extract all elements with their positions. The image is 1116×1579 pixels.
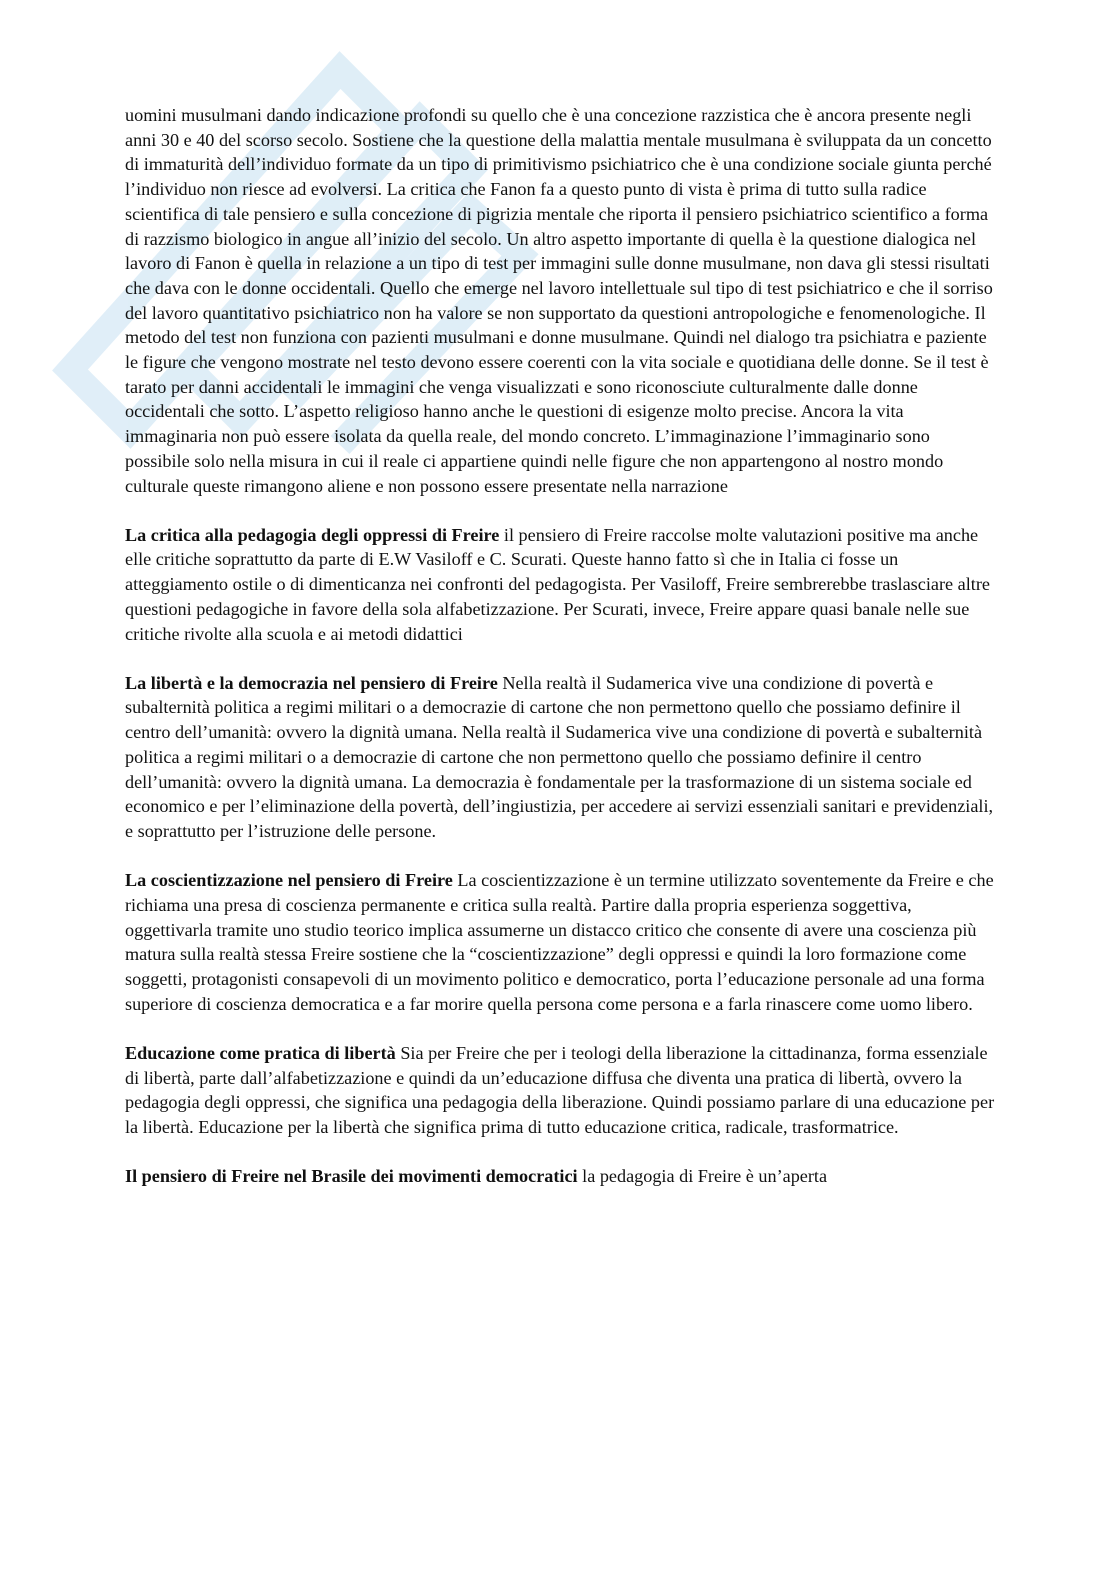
paragraph-educazione-liberta — [125, 1041, 995, 1140]
paragraph-heading: Il pensiero di Freire nel Brasile dei movimenti democratici — [125, 1166, 578, 1187]
paragraph-fanon-test — [125, 103, 995, 498]
paragraph-body: Sia per Freire che per i teologi della liberazione la cittadinanza, forma essenziale di libertà, parte dall’alfabetizzazione e quindi da un’educazione diffusa che diventa una pratica di libertà, ovvero la pedagogia degli oppressi, che significa una pedagogia della liberazione. Quindi possiamo parlare di una educazione per la libertà. Educazione per la libertà che significa prima di tutto educazione critica, radicale, trasformatrice. — [125, 1042, 995, 1138]
paragraph-coscientizzazione — [125, 868, 995, 1016]
paragraph-body: il pensiero di Freire raccolse molte valutazioni positive ma anche elle critiche soprattutto da parte di E.W Vasiloff e C. Scurati. Queste hanno fatto sì che in Italia ci fosse un atteggiamento ostile o di dimenticanza nei confronti del pedagogista. Per Vasiloff, Freire sembrerebbe traslasciare altre questioni pedagogiche in favore della sola alfabetizzazione. Per Scurati, invece, Freire appare quasi banale nelle sue critiche rivolte alla scuola e ai metodi didattici — [125, 524, 990, 644]
document-page — [125, 103, 995, 1213]
paragraph-critica-pedagogia — [125, 523, 995, 647]
paragraph-liberta-democrazia — [125, 671, 995, 844]
paragraph-body: La coscientizzazione è un termine utilizzato soventemente da Freire e che richiama una presa di coscienza permanente e critica sulla realtà. Partire dalla propria esperienza soggettiva, oggettivarla tramite uno studio teorico implica assumerne un distacco critico che consente di avere una coscienza più matura sulla realtà stessa Freire sostiene che la “coscientizzazione” degli oppressi e quindi la loro formazione come soggetti, protagonisti consapevoli di un movimento politico e democratico, porta l’educazione personale ad una forma superiore di coscienza democratica e a far morire quella persona come persona e a farla rinascere come uomo libero. — [125, 870, 994, 1014]
paragraph-heading: La coscientizzazione nel pensiero di Freire — [125, 870, 453, 891]
paragraph-body: uomini musulmani dando indicazione profondi su quello che è una concezione razzistica che è ancora presente negli anni 30 e 40 del scorso secolo. Sostiene che la questione della malattia mentale musulmana è sviluppata da un concetto di immaturità dell’individuo formate da un tipo di primitivismo psichiatrico che è una condizione sociale giunta perché l’individuo non riesce ad evolversi. La critica che Fanon fa a questo punto di vista è prima di tutto sulla radice scientifica di tale pensiero e sulla concezione di pigrizia mentale che riporta il pensiero psichiatrico scientifico a forma di razzismo biologico in angue all’inizio del secolo. Un altro aspetto importante di quella è la questione dialogica nel lavoro di Fanon è quella in relazione a un tipo di test per immagini sulle donne musulmane, non dava gli stessi risultati che dava con le donne occidentali. Quello che emerge nel lavoro intellettuale sul tipo di test psichiatrico e che il sorriso del lavoro quantitativo psichiatrico non ha valore se non supportato da questioni antropologiche e fenomenologiche. Il metodo del test non funziona con pazienti musulmani e donne musulmane. Quindi nel dialogo tra psichiatra e paziente le figure che vengono mostrate nel testo devono essere coerenti con la vita sociale e quotidiana delle donne. Se il test è tarato per danni accidentali le immagini che venga visualizzati e sono riconosciute culturalmente dalle donne occidentali che sotto. L’aspetto religioso hanno anche le questioni di esigenze molto precise. Ancora la vita immaginaria non può essere isolata da quella reale, del mondo concreto. L’immaginazione l’immaginario sono possibile solo nella misura in cui il reale ci appartiene quindi nelle figure che non appartengono al nostro mondo culturale queste rimangono aliene e non possono essere presentate nella narrazione — [125, 105, 993, 496]
paragraph-body: Nella realtà il Sudamerica vive una condizione di povertà e subalternità politica a regimi militari o a democrazie di cartone che non permettono quello che possiamo definire il centro dell’umanità: ovvero la dignità umana. Nella realtà il Sudamerica vive una condizione di povertà e subalternità politica a regimi militari o a democrazie di cartone che non permettono quello che possiamo definire il centro dell’umanità: ovvero la dignità umana. La democrazia è fondamentale per la trasformazione di un sistema sociale ed economico e per l’eliminazione della povertà, dell’ingiustizia, per accedere ai servizi essenziali sanitari e previdenziali, e soprattutto per l’istruzione delle persone. — [125, 672, 994, 841]
paragraph-heading: Educazione come pratica di libertà — [125, 1042, 396, 1063]
paragraph-heading: La libertà e la democrazia nel pensiero di Freire — [125, 672, 498, 693]
paragraph-brasile-movimenti — [125, 1164, 995, 1189]
paragraph-body: la pedagogia di Freire è un’aperta — [577, 1166, 828, 1187]
paragraph-heading: La critica alla pedagogia degli oppressi di Freire — [125, 524, 500, 545]
